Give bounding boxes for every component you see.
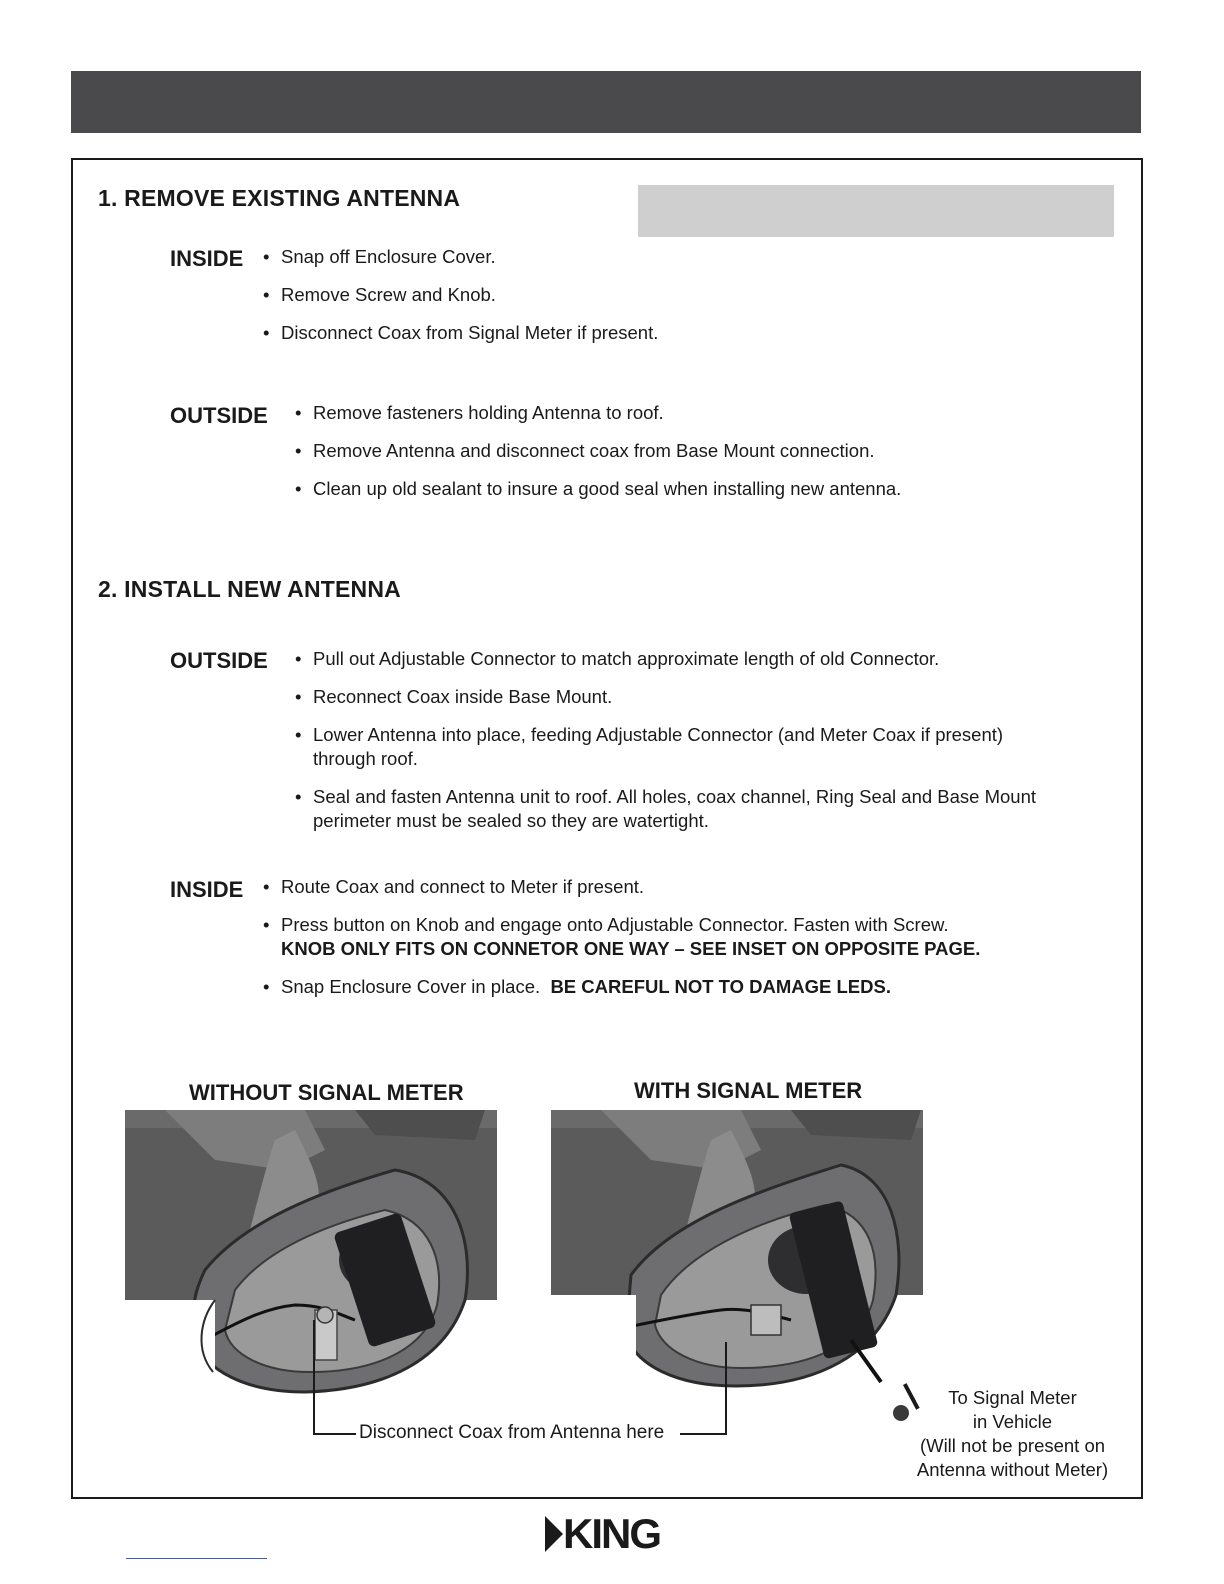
list-item: • Reconnect Coax inside Base Mount.: [295, 686, 613, 707]
header-bar: [71, 71, 1141, 133]
list-item-continuation: perimeter must be sealed so they are watertight.: [313, 810, 709, 831]
logo-arrow-icon: [545, 1516, 563, 1552]
figure-title-without-meter: WITHOUT SIGNAL METER: [189, 1080, 464, 1105]
footer-link-underline[interactable]: [126, 1558, 267, 1559]
section-title-remove: 1. REMOVE EXISTING ANTENNA: [98, 185, 461, 211]
list-item: • Lower Antenna into place, feeding Adjustable Connector (and Meter Coax if present): [295, 724, 1004, 745]
callout-line-right-horizontal: [680, 1433, 727, 1435]
outside-label-remove: OUTSIDE: [170, 403, 268, 428]
list-item: • Remove Screw and Knob.: [263, 284, 496, 305]
inside-label-install: INSIDE: [170, 877, 244, 902]
list-item: • Seal and fasten Antenna unit to roof. All holes, coax channel, Ring Seal and Base Mount: [295, 786, 1037, 807]
list-item: • Press button on Knob and engage onto Adjustable Connector. Fasten with Screw.: [263, 914, 949, 935]
list-item: • Snap off Enclosure Cover.: [263, 246, 496, 267]
list-item: • Snap Enclosure Cover in place. BE CAREFUL NOT TO DAMAGE LEDS.: [263, 976, 891, 997]
led-warning: BE CAREFUL NOT TO DAMAGE LEDS.: [550, 976, 891, 997]
list-item: • Remove Antenna and disconnect coax from Base Mount connection.: [295, 440, 875, 461]
outside-label-install: OUTSIDE: [170, 648, 268, 673]
logo-text: KING: [563, 1510, 660, 1557]
callout-line-right: [725, 1342, 727, 1435]
list-item: • Remove fasteners holding Antenna to roof.: [295, 402, 664, 423]
disconnect-coax-callout: Disconnect Coax from Antenna here: [359, 1422, 665, 1443]
list-item-continuation: through roof.: [313, 748, 418, 769]
callout-line-left-horizontal: [313, 1433, 356, 1435]
list-item: • Disconnect Coax from Signal Meter if present.: [263, 322, 659, 343]
list-item: • Pull out Adjustable Connector to match approximate length of old Connector.: [295, 648, 940, 669]
knob-warning: KNOB ONLY FITS ON CONNETOR ONE WAY – SEE INSET ON OPPOSITE PAGE.: [281, 938, 981, 959]
section-title-install: 2. INSTALL NEW ANTENNA: [98, 576, 401, 602]
inside-label-remove: INSIDE: [170, 246, 244, 271]
figure-title-with-meter: WITH SIGNAL METER: [634, 1078, 863, 1103]
gray-placeholder-box: [638, 185, 1114, 237]
antenna-photo-without-meter: [125, 1110, 497, 1396]
antenna-photo-with-meter: [551, 1110, 923, 1388]
callout-line-left: [313, 1320, 315, 1434]
list-item: • Clean up old sealant to insure a good seal when installing new antenna.: [295, 478, 902, 499]
king-logo: [545, 1512, 660, 1556]
list-item: • Route Coax and connect to Meter if present.: [263, 876, 645, 897]
signal-meter-note: To Signal Meter in Vehicle (Will not be present on Antenna without Meter): [916, 1387, 1109, 1480]
